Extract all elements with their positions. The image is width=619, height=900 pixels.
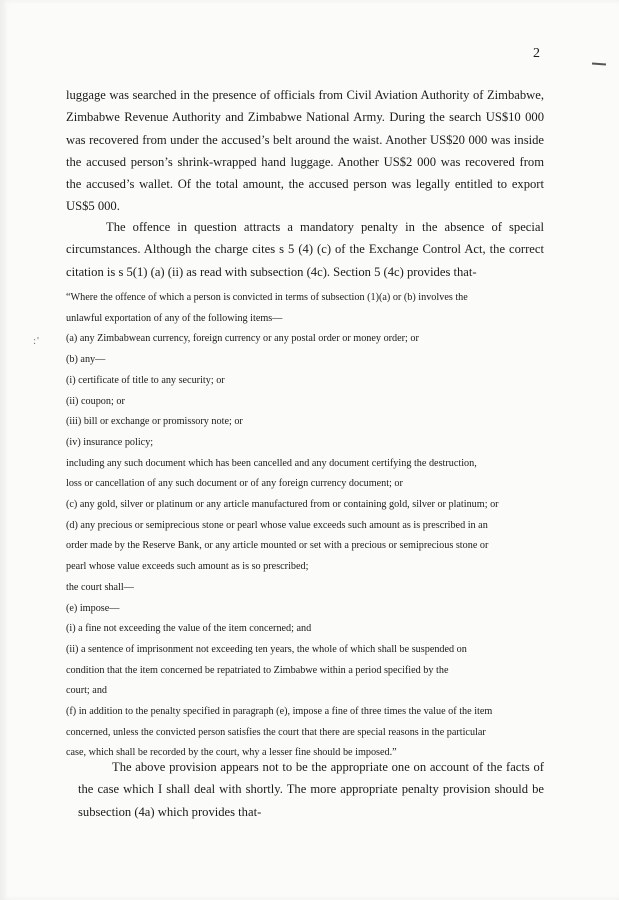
stray-mark: :': [33, 335, 41, 347]
margin-mark: [592, 63, 606, 66]
quote-line: (iii) bill or exchange or promissory note; or: [66, 416, 243, 428]
quote-line: (ii) coupon; or: [66, 395, 125, 407]
statute-quote: [66, 288, 544, 764]
paragraph-luggage-search: luggage was searched in the presence of officials from Civil Aviation Authority of Zimbabwe, Zimbabwe Revenue Authority and Zimbabwe National Army. During the search US$10 000 was recovered from under the accused’s belt around the waist. Another US$20 000 was inside the accused person’s shrink-wrapped hand luggage. Another US$2 000 was recovered from the accused’s wallet. Of the total amount, the accused person was legally entitled to export US$5 000.: [66, 88, 544, 214]
quote-line: pearl whose value exceeds such amount as is so prescribed;: [66, 561, 309, 573]
quote-line: court; and: [66, 685, 108, 697]
quote-line: unlawful exportation of any of the following items—: [66, 312, 283, 324]
quote-line: (b) any—: [66, 354, 106, 366]
paragraph-closing: The above provision appears not to be the appropriate one on account of the facts of the case which I shall deal with shortly. The more appropriate penalty provision should be subsection (4a) which provides that-: [78, 760, 544, 819]
quote-line: (c) any gold, silver or platinum or any article manufactured from or containing gold, silver or platinum; or: [66, 499, 499, 511]
quote-line: concerned, unless the convicted person satisfies the court that there are special reasons in the particular: [66, 726, 486, 738]
quote-line: case, which shall be recorded by the court, why a lesser fine should be imposed.”: [66, 747, 397, 759]
quote-line: (i) certificate of title to any security; or: [66, 374, 225, 386]
quote-line: loss or cancellation of any such document or of any foreign currency document; or: [66, 478, 403, 490]
quote-line: (ii) a sentence of imprisonment not exceeding ten years, the whole of which shall be suspended on: [66, 643, 467, 655]
quote-line: (a) any Zimbabwean currency, foreign currency or any postal order or money order; or: [66, 333, 419, 345]
quote-line: the court shall—: [66, 581, 134, 593]
quote-line: (e) impose—: [66, 602, 120, 614]
quote-line: (iv) insurance policy;: [66, 436, 154, 448]
quote-line: “Where the offence of which a person is convicted in terms of subsection (1)(a) or (b) involves the: [66, 292, 468, 303]
quote-line: (i) a fine not exceeding the value of the item concerned; and: [66, 623, 312, 635]
page-number: 2: [533, 46, 540, 61]
quote-line: order made by the Reserve Bank, or any article mounted or set with a precious or semiprecious stone or: [66, 540, 489, 552]
quote-line: including any such document which has been cancelled and any document certifying the destruction,: [66, 457, 477, 469]
quote-line: (f) in addition to the penalty specified in paragraph (e), impose a fine of three times the value of the item: [66, 706, 493, 718]
quote-line: (d) any precious or semiprecious stone or pearl whose value exceeds such amount as is prescribed in an: [66, 519, 488, 531]
quote-line: condition that the item concerned be repatriated to Zimbabwe within a period specified by the: [66, 664, 449, 676]
paragraph-offence: The offence in question attracts a mandatory penalty in the absence of special circumstances. Although the charge cites s 5 (4) (c) of the Exchange Control Act, the correct citation is s 5(1) (a) (ii) as read with subsection (4c). Section 5 (4c) provides that-: [66, 220, 544, 279]
